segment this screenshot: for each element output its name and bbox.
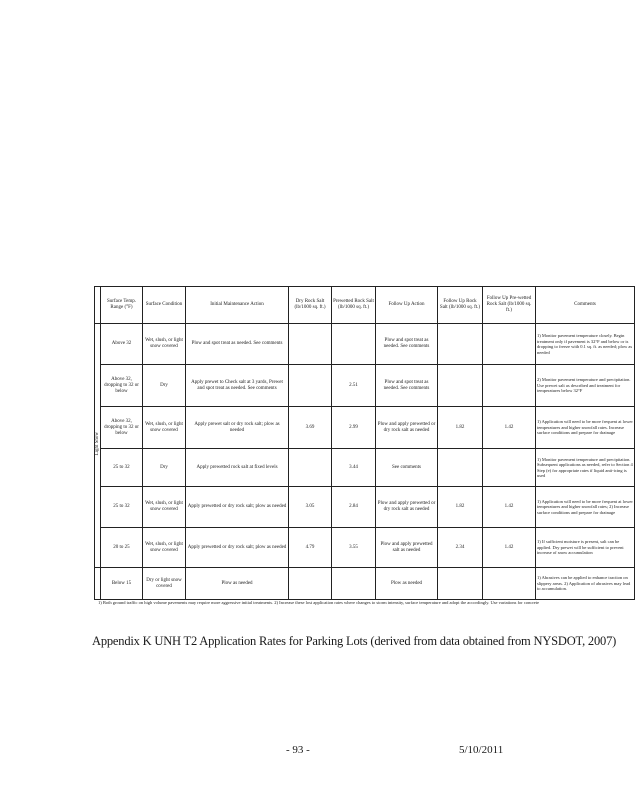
table-cell: Wet, slush, or light snow covered: [143, 324, 186, 365]
appendix-caption: Appendix K UNH T2 Application Rates for Parking Lots (derived from data obtained from NYSDOT, 2007): [92, 634, 617, 648]
table-cell: [483, 365, 536, 407]
table-cell: 1.42: [483, 407, 536, 449]
table-cell: 3.44: [332, 449, 376, 487]
table-cell: [289, 324, 332, 365]
table-cell: Plow and apply prewetted or dry rock salt as needed: [376, 487, 438, 528]
group-label: Light Snow: [95, 432, 100, 456]
table-cell: Plow and apply prewetted salt as needed: [376, 528, 438, 568]
rates-table-container: [94, 286, 633, 598]
table-row: [95, 407, 635, 449]
table-cell: Apply prewetted or dry rock salt; plow as needed: [186, 487, 289, 528]
table-cell: Dry: [143, 449, 186, 487]
header-cell: Surface Temp. Range (°F): [101, 287, 143, 324]
table-cell: [332, 568, 376, 600]
table-cell: [483, 324, 536, 365]
table-row: [95, 528, 635, 568]
table-cell: Wet, slush, or light snow covered: [143, 528, 186, 568]
comment-cell: 1) Application will need to be more frequent at lower temperatures and higher snowfall rates; 2) Increase surface conditions and prepare for drainage: [536, 487, 635, 528]
table-cell: Wet, slush, or light snow covered: [143, 407, 186, 449]
application-rates-table: [94, 286, 635, 600]
table-cell: [438, 365, 483, 407]
header-cell: Follow Up Rock Salt (lb/1000 sq. ft.): [438, 287, 483, 324]
table-cell: 3.05: [289, 487, 332, 528]
comment-cell: 1) Abrasives can be applied to enhance traction on slippery areas. 2) Application of abrasives may lead to accumulation.: [536, 568, 635, 600]
table-cell: 1.82: [438, 407, 483, 449]
header-cell: Follow Up Action: [376, 287, 438, 324]
table-cell: Apply prewet salt or dry rock salt; plow as needed: [186, 407, 289, 449]
table-cell: Plow as needed: [376, 568, 438, 600]
header-cell: Dry Rock Salt (lb/1000 sq. ft.): [289, 287, 332, 324]
table-row: [95, 324, 635, 365]
table-cell: 2.34: [438, 528, 483, 568]
table-cell: Plow as needed: [186, 568, 289, 600]
comment-cell: 1) Application will need to be more frequent at lower temperatures and higher snowfall rates. Increase surface conditions and prepare for drainage: [536, 407, 635, 449]
table-cell: Plow and spot treat as needed. See comments: [186, 324, 289, 365]
table-cell: Wet, slush, or light snow covered: [143, 487, 186, 528]
header-cell: Prewetted Rock Salt (lb/1000 sq. ft.): [332, 287, 376, 324]
table-cell: 2.84: [332, 487, 376, 528]
table-row: [95, 568, 635, 600]
table-header-row: [95, 287, 635, 324]
table-cell: [438, 449, 483, 487]
table-cell: Apply prewet to Check salt at 3 yards, Prewet and spot treat as needed. See comments: [186, 365, 289, 407]
table-cell: See comments: [376, 449, 438, 487]
table-cell: 3.69: [289, 407, 332, 449]
table-cell: Apply prewetted rock salt at fixed levels: [186, 449, 289, 487]
table-cell: Plow and spot treat as needed. See comments: [376, 365, 438, 407]
table-footnotes: 1) Both ground traffic on high volume pavements may require more aggressive initial treatments. 2) Increase these lost application rates where changes to storm intensity, surface temperature and adopt the accordingly. Use variations for concrete: [98, 600, 540, 605]
comment-cell: 1) Monitor pavement temperature closely. Begin treatment only if pavement is 32°F and below or is dropping to freeze with 0.1 sq. ft. as needed; plow as needed: [536, 324, 635, 365]
table-row: [95, 487, 635, 528]
table-cell: [289, 568, 332, 600]
table-cell: Apply prewetted or dry rock salt; plow as needed: [186, 528, 289, 568]
table-cell: Plow and spot treat as needed. See comments: [376, 324, 438, 365]
table-row: [95, 365, 635, 407]
table-cell: Above 32, dropping to 32 or below: [101, 407, 143, 449]
page-number: - 93 -: [286, 744, 310, 756]
table-row: [95, 449, 635, 487]
table-cell: 1.42: [483, 487, 536, 528]
table-cell: [438, 324, 483, 365]
table-cell: Dry: [143, 365, 186, 407]
table-cell: Above 32: [101, 324, 143, 365]
table-cell: 1.42: [483, 528, 536, 568]
table-cell: Plow and apply prewetted or dry rock salt as needed: [376, 407, 438, 449]
table-cell: 1.82: [438, 487, 483, 528]
header-cell: Surface Condition: [143, 287, 186, 324]
table-cell: 25 to 32: [101, 449, 143, 487]
table-cell: 20 to 25: [101, 528, 143, 568]
header-cell: Comments: [536, 287, 635, 324]
table-cell: [438, 568, 483, 600]
table-cell: Below 15: [101, 568, 143, 600]
comment-cell: 1) Monitor pavement temperature and precipitation. Subsequent applications as needed, refer to Section 4 Step (e) for appropriate rates if liquid anti-icing is used: [536, 449, 635, 487]
page-date: 5/10/2011: [459, 744, 504, 756]
table-cell: 25 to 32: [101, 487, 143, 528]
header-cell: Initial Maintenance Action: [186, 287, 289, 324]
table-cell: Dry or light snow covered: [143, 568, 186, 600]
table-cell: Above 32, dropping to 32 or below: [101, 365, 143, 407]
table-cell: 3.55: [332, 528, 376, 568]
table-cell: 4.79: [289, 528, 332, 568]
comment-cell: 2) Monitor pavement temperature and precipitation. Use prewet salt as described and treatment for temperatures below 32°F: [536, 365, 635, 407]
table-cell: [289, 365, 332, 407]
comment-cell: 1) If sufficient moisture is present, salt can be applied. Dry prewet will be sufficient to prevent increase of snow accumulation: [536, 528, 635, 568]
table-cell: 2.99: [332, 407, 376, 449]
table-cell: [289, 449, 332, 487]
table-cell: 2.51: [332, 365, 376, 407]
header-cell: Follow Up Pre-wetted Rock Salt (lb/1000 sq. ft.): [483, 287, 536, 324]
table-cell: [483, 449, 536, 487]
table-cell: [332, 324, 376, 365]
table-cell: [483, 568, 536, 600]
